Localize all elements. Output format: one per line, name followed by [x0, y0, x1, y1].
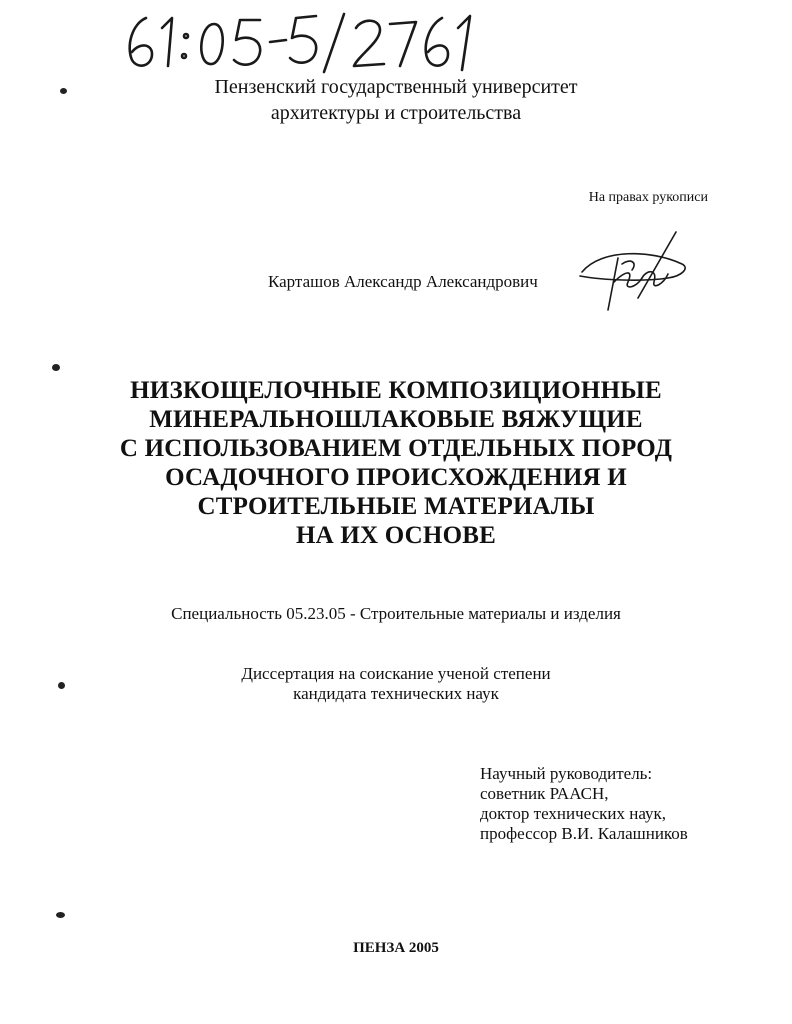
scan-mark: [52, 364, 60, 371]
supervisor-line-4: профессор В.И. Калашников: [480, 824, 688, 843]
title-line-3: С ИСПОЛЬЗОВАНИЕМ ОТДЕЛЬНЫХ ПОРОД: [119, 435, 673, 462]
dissertation-title: [0, 376, 792, 550]
university-line-1: Пензенский государственный университет: [214, 76, 578, 98]
scan-mark: [58, 682, 65, 689]
university-name: [0, 74, 792, 126]
degree-line-1: Диссертация на соискание ученой степени: [241, 664, 551, 683]
degree-line-2: кандидата технических наук: [293, 684, 499, 703]
scan-mark: [56, 912, 65, 918]
handwritten-number-graphic: [118, 10, 478, 74]
title-line-6: НА ИХ ОСНОВЕ: [296, 522, 496, 549]
degree-statement: [0, 664, 792, 704]
supervisor-line-2: советник РААСН,: [480, 784, 609, 803]
author-signature: [572, 228, 694, 314]
scan-mark: [60, 88, 67, 94]
supervisor-line-1: Научный руководитель:: [480, 764, 653, 783]
title-line-2: МИНЕРАЛЬНОШЛАКОВЫЕ ВЯЖУЩИЕ: [149, 406, 643, 433]
manuscript-rights-note: На правах рукописи: [588, 190, 708, 205]
signature-graphic: [572, 228, 694, 314]
supervisor-line-3: доктор технических наук,: [480, 804, 667, 823]
city-and-year: ПЕНЗА 2005: [353, 940, 439, 956]
university-line-2: архитектуры и строительства: [270, 102, 522, 124]
author-name: Карташов Александр Александрович: [268, 272, 538, 291]
title-line-4: ОСАДОЧНОГО ПРОИСХОЖДЕНИЯ И: [165, 464, 627, 491]
specialty-line: Специальность 05.23.05 - Строительные материалы и изделия: [171, 604, 621, 623]
title-line-1: НИЗКОЩЕЛОЧНЫЕ КОМПОЗИЦИОННЫЕ: [130, 377, 662, 404]
scientific-supervisor: [480, 764, 688, 844]
archive-number-handwritten: [118, 10, 478, 74]
title-line-5: СТРОИТЕЛЬНЫЕ МАТЕРИАЛЫ: [197, 493, 595, 520]
